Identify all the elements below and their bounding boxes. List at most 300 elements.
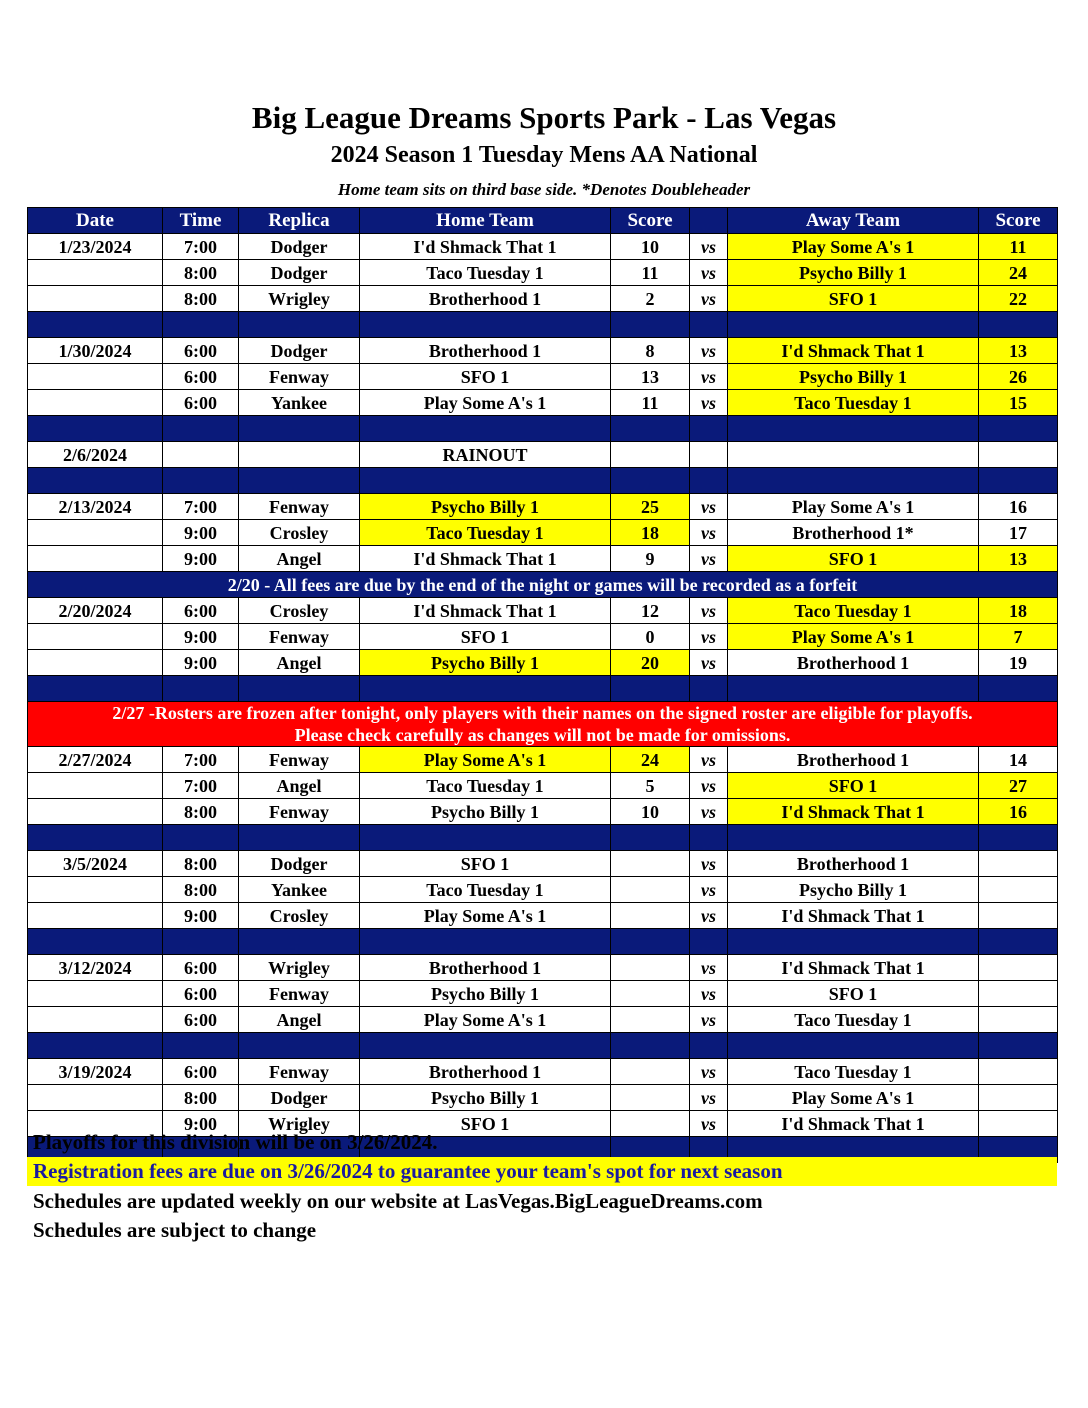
col-home-score: Score — [611, 208, 690, 234]
away-score — [979, 1085, 1058, 1111]
home-score: 2 — [611, 286, 690, 312]
game-row — [28, 390, 1058, 416]
game-date — [28, 364, 163, 390]
separator-cell — [728, 825, 979, 851]
home-score: 24 — [611, 747, 690, 773]
game-date: 2/27/2024 — [28, 747, 163, 773]
vs-label: vs — [690, 650, 728, 676]
away-score — [979, 1059, 1058, 1085]
separator-cell — [979, 676, 1058, 702]
game-row — [28, 364, 1058, 390]
game-row — [28, 747, 1058, 773]
game-field: Fenway — [239, 364, 360, 390]
home-team: SFO 1 — [360, 624, 611, 650]
vs-label: vs — [690, 877, 728, 903]
vs-label: vs — [690, 1111, 728, 1137]
game-row — [28, 903, 1058, 929]
game-date: 3/5/2024 — [28, 851, 163, 877]
away-team: Play Some A's 1 — [728, 624, 979, 650]
away-team: Taco Tuesday 1 — [728, 598, 979, 624]
separator-cell — [728, 416, 979, 442]
game-field: Fenway — [239, 981, 360, 1007]
home-team: Taco Tuesday 1 — [360, 877, 611, 903]
page-title: Big League Dreams Sports Park - Las Vegas — [251, 100, 837, 135]
game-time: 9:00 — [163, 903, 239, 929]
vs-label: vs — [690, 1085, 728, 1111]
game-date: 3/19/2024 — [28, 1059, 163, 1085]
home-score: 10 — [611, 799, 690, 825]
game-row — [28, 981, 1058, 1007]
vs-label: vs — [690, 747, 728, 773]
game-time: 6:00 — [163, 955, 239, 981]
game-row — [28, 650, 1058, 676]
col-replica: Replica — [239, 208, 360, 234]
empty-cell — [690, 442, 728, 468]
game-time: 8:00 — [163, 877, 239, 903]
home-team: Play Some A's 1 — [360, 1007, 611, 1033]
game-time: 8:00 — [163, 286, 239, 312]
separator-cell — [611, 676, 690, 702]
home-team: SFO 1 — [360, 1111, 611, 1137]
page-subtitle: 2024 Season 1 Tuesday Mens AA National — [330, 142, 758, 168]
away-team: I'd Shmack That 1 — [728, 338, 979, 364]
game-field: Fenway — [239, 747, 360, 773]
separator-cell — [28, 416, 163, 442]
schedule-table — [27, 207, 1058, 1163]
col-vs — [690, 208, 728, 234]
game-field: Crosley — [239, 903, 360, 929]
separator-cell — [163, 1033, 239, 1059]
home-score: 8 — [611, 338, 690, 364]
away-team: SFO 1 — [728, 981, 979, 1007]
away-score: 16 — [979, 494, 1058, 520]
away-team: Brotherhood 1 — [728, 851, 979, 877]
home-team: Brotherhood 1 — [360, 286, 611, 312]
vs-label: vs — [690, 338, 728, 364]
home-team: Psycho Billy 1 — [360, 799, 611, 825]
separator-cell — [239, 468, 360, 494]
game-date — [28, 546, 163, 572]
away-score — [979, 903, 1058, 929]
game-time: 9:00 — [163, 1111, 239, 1137]
vs-label: vs — [690, 981, 728, 1007]
col-away-team: Away Team — [728, 208, 979, 234]
separator-cell — [239, 929, 360, 955]
separator-cell — [690, 416, 728, 442]
separator-cell — [28, 825, 163, 851]
separator-cell — [360, 929, 611, 955]
game-time: 9:00 — [163, 546, 239, 572]
empty-cell — [611, 442, 690, 468]
separator-cell — [163, 676, 239, 702]
game-date — [28, 877, 163, 903]
separator-cell — [728, 1033, 979, 1059]
game-time: 6:00 — [163, 598, 239, 624]
game-field: Fenway — [239, 1059, 360, 1085]
home-score — [611, 877, 690, 903]
away-score: 19 — [979, 650, 1058, 676]
game-date: 1/30/2024 — [28, 338, 163, 364]
game-field: Crosley — [239, 598, 360, 624]
away-score: 11 — [979, 234, 1058, 260]
separator-cell — [28, 676, 163, 702]
notice-row — [28, 572, 1058, 598]
game-time: 8:00 — [163, 851, 239, 877]
away-team: Psycho Billy 1 — [728, 260, 979, 286]
game-date — [28, 981, 163, 1007]
game-field: Yankee — [239, 877, 360, 903]
game-field: Fenway — [239, 494, 360, 520]
game-date: 3/12/2024 — [28, 955, 163, 981]
game-time: 6:00 — [163, 981, 239, 1007]
away-team: Brotherhood 1* — [728, 520, 979, 546]
footer-website: Schedules are updated weekly on our website at LasVegas.BigLeagueDreams.com — [33, 1189, 763, 1213]
game-row — [28, 520, 1058, 546]
header-row — [28, 208, 1058, 234]
game-field: Fenway — [239, 799, 360, 825]
footer-playoffs: Playoffs for this division will be on 3/26/2024. — [33, 1130, 438, 1154]
home-team: SFO 1 — [360, 364, 611, 390]
vs-label: vs — [690, 773, 728, 799]
game-date — [28, 650, 163, 676]
game-field: Dodger — [239, 1085, 360, 1111]
separator-cell — [728, 312, 979, 338]
fee-notice: 2/20 - All fees are due by the end of the night or games will be recorded as a forfeit — [28, 572, 1058, 598]
separator-cell — [360, 676, 611, 702]
separator-row — [28, 1033, 1058, 1059]
separator-cell — [239, 312, 360, 338]
separator-cell — [690, 825, 728, 851]
game-date — [28, 390, 163, 416]
game-time: 7:00 — [163, 234, 239, 260]
game-date — [28, 624, 163, 650]
separator-cell — [360, 312, 611, 338]
col-date: Date — [28, 208, 163, 234]
separator-cell — [690, 312, 728, 338]
home-score: 9 — [611, 546, 690, 572]
empty-cell — [728, 442, 979, 468]
game-field: Dodger — [239, 851, 360, 877]
game-field: Crosley — [239, 520, 360, 546]
col-time: Time — [163, 208, 239, 234]
game-date — [28, 799, 163, 825]
separator-cell — [163, 825, 239, 851]
game-time: 9:00 — [163, 520, 239, 546]
separator-row — [28, 929, 1058, 955]
col-home-team: Home Team — [360, 208, 611, 234]
separator-cell — [163, 312, 239, 338]
home-score — [611, 955, 690, 981]
game-time: 9:00 — [163, 624, 239, 650]
game-field: Angel — [239, 650, 360, 676]
game-time: 9:00 — [163, 650, 239, 676]
game-field: Dodger — [239, 260, 360, 286]
game-row — [28, 955, 1058, 981]
separator-cell — [28, 312, 163, 338]
vs-label: vs — [690, 624, 728, 650]
separator-cell — [163, 468, 239, 494]
away-score — [979, 877, 1058, 903]
home-team: Brotherhood 1 — [360, 1059, 611, 1085]
home-team: Play Some A's 1 — [360, 903, 611, 929]
home-score: 5 — [611, 773, 690, 799]
home-score — [611, 981, 690, 1007]
home-score — [611, 1085, 690, 1111]
separator-cell — [979, 312, 1058, 338]
game-time: 7:00 — [163, 747, 239, 773]
separator-row — [28, 468, 1058, 494]
game-field: Dodger — [239, 234, 360, 260]
home-team: Psycho Billy 1 — [360, 650, 611, 676]
separator-cell — [239, 416, 360, 442]
footer-change: Schedules are subject to change — [33, 1218, 317, 1242]
away-team: I'd Shmack That 1 — [728, 799, 979, 825]
vs-label: vs — [690, 260, 728, 286]
away-score: 26 — [979, 364, 1058, 390]
separator-cell — [979, 1033, 1058, 1059]
vs-label: vs — [690, 494, 728, 520]
game-field: Angel — [239, 773, 360, 799]
game-row — [28, 1007, 1058, 1033]
game-time: 7:00 — [163, 773, 239, 799]
game-date — [28, 1085, 163, 1111]
separator-row — [28, 676, 1058, 702]
vs-label: vs — [690, 1007, 728, 1033]
home-team: I'd Shmack That 1 — [360, 546, 611, 572]
game-row — [28, 851, 1058, 877]
game-time: 6:00 — [163, 364, 239, 390]
home-score: 12 — [611, 598, 690, 624]
game-field: Dodger — [239, 338, 360, 364]
separator-cell — [28, 1033, 163, 1059]
away-team: Brotherhood 1 — [728, 650, 979, 676]
game-time: 7:00 — [163, 494, 239, 520]
game-time: 8:00 — [163, 260, 239, 286]
separator-cell — [28, 929, 163, 955]
separator-cell — [611, 1033, 690, 1059]
col-away-score: Score — [979, 208, 1058, 234]
away-team: SFO 1 — [728, 286, 979, 312]
separator-cell — [611, 929, 690, 955]
game-row — [28, 494, 1058, 520]
vs-label: vs — [690, 903, 728, 929]
game-field: Yankee — [239, 390, 360, 416]
home-team: Brotherhood 1 — [360, 338, 611, 364]
game-date: 1/23/2024 — [28, 234, 163, 260]
footer-registration: Registration fees are due on 3/26/2024 to guarantee your team's spot for next season — [27, 1157, 1057, 1186]
separator-cell — [979, 929, 1058, 955]
game-row — [28, 260, 1058, 286]
away-team: Taco Tuesday 1 — [728, 1007, 979, 1033]
separator-cell — [690, 929, 728, 955]
separator-cell — [979, 468, 1058, 494]
separator-row — [28, 312, 1058, 338]
separator-row — [28, 825, 1058, 851]
home-team: Taco Tuesday 1 — [360, 260, 611, 286]
separator-cell — [239, 676, 360, 702]
game-date: 2/6/2024 — [28, 442, 163, 468]
game-row — [28, 799, 1058, 825]
roster-notice-row — [28, 702, 1058, 747]
vs-label: vs — [690, 851, 728, 877]
away-score: 18 — [979, 598, 1058, 624]
rainout-label: RAINOUT — [360, 442, 611, 468]
away-team: Taco Tuesday 1 — [728, 390, 979, 416]
home-score: 10 — [611, 234, 690, 260]
home-team: I'd Shmack That 1 — [360, 598, 611, 624]
game-row — [28, 773, 1058, 799]
game-row — [28, 286, 1058, 312]
home-team: Psycho Billy 1 — [360, 981, 611, 1007]
separator-cell — [239, 825, 360, 851]
game-field: Angel — [239, 546, 360, 572]
vs-label: vs — [690, 390, 728, 416]
away-team: I'd Shmack That 1 — [728, 903, 979, 929]
home-score: 0 — [611, 624, 690, 650]
game-row — [28, 624, 1058, 650]
separator-cell — [611, 416, 690, 442]
vs-label: vs — [690, 234, 728, 260]
home-score — [611, 1007, 690, 1033]
home-score: 11 — [611, 260, 690, 286]
separator-cell — [728, 468, 979, 494]
game-field: Angel — [239, 1007, 360, 1033]
game-time: 6:00 — [163, 1007, 239, 1033]
home-team: Psycho Billy 1 — [360, 1085, 611, 1111]
away-score: 22 — [979, 286, 1058, 312]
away-score: 14 — [979, 747, 1058, 773]
away-score: 13 — [979, 546, 1058, 572]
away-team: Psycho Billy 1 — [728, 877, 979, 903]
away-score: 27 — [979, 773, 1058, 799]
separator-cell — [611, 825, 690, 851]
separator-cell — [28, 468, 163, 494]
schedule-note: Home team sits on third base side. *Denotes Doubleheader — [337, 180, 751, 199]
separator-cell — [360, 1033, 611, 1059]
game-time: 8:00 — [163, 799, 239, 825]
game-row — [28, 546, 1058, 572]
game-time: 6:00 — [163, 338, 239, 364]
vs-label: vs — [690, 598, 728, 624]
empty-cell — [979, 442, 1058, 468]
game-row — [28, 598, 1058, 624]
separator-cell — [690, 1033, 728, 1059]
game-row — [28, 234, 1058, 260]
home-team: SFO 1 — [360, 851, 611, 877]
home-team: Psycho Billy 1 — [360, 494, 611, 520]
vs-label: vs — [690, 955, 728, 981]
away-team: SFO 1 — [728, 773, 979, 799]
game-date — [28, 773, 163, 799]
separator-cell — [979, 825, 1058, 851]
home-team: Brotherhood 1 — [360, 955, 611, 981]
separator-cell — [163, 416, 239, 442]
vs-label: vs — [690, 1059, 728, 1085]
home-team: I'd Shmack That 1 — [360, 234, 611, 260]
away-team: Brotherhood 1 — [728, 747, 979, 773]
vs-label: vs — [690, 364, 728, 390]
home-team: Taco Tuesday 1 — [360, 520, 611, 546]
game-row — [28, 1085, 1058, 1111]
away-score — [979, 981, 1058, 1007]
away-score — [979, 851, 1058, 877]
separator-row — [28, 416, 1058, 442]
separator-cell — [728, 929, 979, 955]
game-date — [28, 260, 163, 286]
game-date: 2/20/2024 — [28, 598, 163, 624]
away-score — [979, 955, 1058, 981]
away-score — [979, 1007, 1058, 1033]
away-team: Psycho Billy 1 — [728, 364, 979, 390]
vs-label: vs — [690, 286, 728, 312]
game-time: 6:00 — [163, 1059, 239, 1085]
separator-cell — [690, 468, 728, 494]
roster-notice — [28, 702, 1058, 747]
game-date — [28, 520, 163, 546]
home-team: Play Some A's 1 — [360, 747, 611, 773]
game-date — [28, 286, 163, 312]
away-team: Play Some A's 1 — [728, 494, 979, 520]
home-score — [611, 851, 690, 877]
vs-label: vs — [690, 546, 728, 572]
away-score: 15 — [979, 390, 1058, 416]
game-time: 6:00 — [163, 390, 239, 416]
rainout-row — [28, 442, 1058, 468]
away-score: 13 — [979, 338, 1058, 364]
home-score — [611, 903, 690, 929]
home-score: 20 — [611, 650, 690, 676]
separator-cell — [239, 1033, 360, 1059]
empty-cell — [239, 442, 360, 468]
home-score: 25 — [611, 494, 690, 520]
vs-label: vs — [690, 799, 728, 825]
game-field: Wrigley — [239, 955, 360, 981]
empty-cell — [163, 442, 239, 468]
away-team: Play Some A's 1 — [728, 1085, 979, 1111]
home-team: Play Some A's 1 — [360, 390, 611, 416]
game-row — [28, 877, 1058, 903]
separator-cell — [690, 676, 728, 702]
game-row — [28, 1059, 1058, 1085]
roster-notice-line1: 2/27 -Rosters are frozen after tonight, only players with their names on the signed roster are eligible for playoffs. — [112, 703, 973, 723]
away-team: I'd Shmack That 1 — [728, 955, 979, 981]
home-score — [611, 1059, 690, 1085]
home-score: 18 — [611, 520, 690, 546]
separator-cell — [728, 676, 979, 702]
game-row — [28, 338, 1058, 364]
game-date — [28, 1007, 163, 1033]
away-team: Play Some A's 1 — [728, 234, 979, 260]
away-score: 17 — [979, 520, 1058, 546]
away-score: 24 — [979, 260, 1058, 286]
separator-cell — [979, 416, 1058, 442]
vs-label: vs — [690, 520, 728, 546]
away-score: 7 — [979, 624, 1058, 650]
away-team: I'd Shmack That 1 — [728, 1111, 979, 1137]
game-date: 2/13/2024 — [28, 494, 163, 520]
away-team: SFO 1 — [728, 546, 979, 572]
separator-cell — [360, 825, 611, 851]
schedule-body — [28, 234, 1058, 1163]
separator-cell — [611, 312, 690, 338]
home-score: 11 — [611, 390, 690, 416]
game-field: Wrigley — [239, 1111, 360, 1137]
separator-cell — [360, 468, 611, 494]
game-field: Wrigley — [239, 286, 360, 312]
separator-cell — [163, 929, 239, 955]
game-field: Fenway — [239, 624, 360, 650]
game-date — [28, 903, 163, 929]
